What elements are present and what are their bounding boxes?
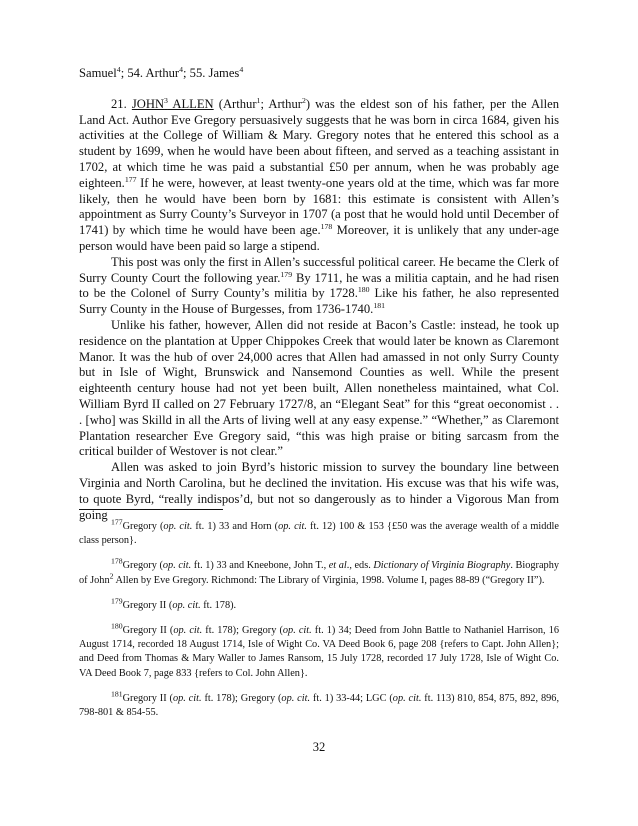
- text-run: ; 55. James: [183, 66, 240, 80]
- text-run: ft. 178); Gregory (: [202, 625, 283, 637]
- footnote-number: 178: [111, 556, 123, 566]
- text-run: Gregory II (: [122, 599, 173, 611]
- text-run: ; Arthur: [260, 96, 302, 111]
- entry-number: 21.: [111, 96, 132, 111]
- footnote-number: 177: [111, 517, 123, 527]
- text-run: Allen by Eve Gregory. Richmond: The Library of Virginia, 1998. Volume I, pages 88-89 (“Gregory II”).: [113, 574, 545, 586]
- italic-run: op. cit.: [392, 692, 422, 704]
- text-run: ft. 178).: [200, 599, 237, 611]
- text-run: ., eds.: [346, 560, 374, 572]
- text-run: Gregory II (: [122, 625, 174, 637]
- footnote-180: [79, 621, 560, 681]
- footnote-ref-180[interactable]: 180: [357, 285, 370, 295]
- generation-superscript: 1: [256, 95, 261, 105]
- footnote-number: 180: [111, 621, 123, 631]
- body-text: [79, 66, 559, 523]
- text-run: (Arthur: [213, 96, 257, 111]
- text-run: Like his father, he also represented Surry County in the House of Burgesses, from 1736-1740.: [79, 286, 559, 317]
- italic-run: Dictionary of Virginia Biography: [373, 560, 511, 572]
- italic-run: op. cit.: [172, 692, 202, 704]
- text-run: ft. 113) 810, 854, 875, 892, 896, 798-801 & 854-55.: [79, 692, 560, 719]
- footnote-ref-179[interactable]: 179: [280, 269, 293, 279]
- genealogy-list-continuation: [79, 66, 559, 82]
- text-run: ft. 1) 33 and Horn (: [192, 521, 279, 532]
- text-run: If he were, however, at least twenty-one years old at the time, which was far more likely, then he would have been born by 1681: this estimate is consistent with Allen’s appointment as Surry County’s Surveyor in 1707 (a post that he would hold until December of 1741) by which time he would have been age.: [79, 175, 559, 238]
- footnote-separator: [79, 509, 223, 510]
- text-run: ft. 1) 33-44; LGC (: [310, 692, 393, 704]
- footnote-number: 179: [111, 596, 123, 606]
- footnote-178: [79, 556, 559, 587]
- text-run: ft. 12) 100 & 153 {£50 was the average wealth of a middle class person}.: [79, 521, 559, 547]
- text-run: ft. 178); Gregory (: [201, 692, 282, 704]
- footnotes: [79, 517, 560, 720]
- generation-superscript: 4: [116, 64, 121, 74]
- page-number: 32: [312, 740, 326, 754]
- text-run: Samuel: [79, 66, 117, 80]
- footnote-ref-177[interactable]: 177: [124, 174, 137, 184]
- generation-superscript: 4: [179, 64, 184, 74]
- text-run: ; 54. Arthur: [120, 66, 180, 80]
- entry-name: [132, 97, 214, 111]
- italic-run: et al: [328, 560, 347, 572]
- text-run: ft. 1) 34; Deed from John Battle to Nathaniel Harrison, 16 August 1714, recorded 18 August 1714, Isle of Wight Co. VA Deed Book 6, page 208 {refers to Capt. John Allen}; and Deed from Thomas & Mary Waller to James Ransom, 15 July 1728, recorded 17 July 1728, Isle of Wight Co. VA Deed Book 7, page 833 {refers to Col. John Allen}.: [79, 625, 560, 679]
- paragraph-political-career: [79, 255, 559, 318]
- italic-run: op. cit.: [173, 625, 203, 637]
- italic-run: op. cit.: [278, 521, 307, 532]
- paragraph-john-allen: [79, 97, 559, 255]
- italic-run: op. cit.: [163, 521, 193, 532]
- text-run: Gregory (: [122, 521, 164, 532]
- text-run: ft. 1) 33 and Kneebone, John T.,: [191, 560, 329, 572]
- italic-run: op. cit.: [162, 560, 192, 572]
- entry-name-first: JOHN: [131, 96, 165, 111]
- footnote-179: [79, 596, 559, 613]
- footnote-177: [79, 517, 559, 548]
- italic-run: op. cit.: [281, 692, 311, 704]
- paragraph-boundary-mission: Allen was asked to join Byrd’s historic mission to survey the boundary line between Virginia and North Carolina, but he declined the invitation. His excuse was that his wife was, to quote Byrd, “really indispos’d, but not so dangerously as to hinder a Vigorous Man from going: [79, 460, 559, 522]
- text-run: Gregory II (: [122, 692, 173, 704]
- text-run: Gregory (: [122, 560, 163, 572]
- italic-run: op. cit.: [172, 599, 201, 611]
- text-run: . Biography of John: [79, 560, 559, 586]
- text-run: By 1711, he was a militia captain, and he had risen to be the Colonel of Surry County’s militia by 1728.: [79, 270, 560, 301]
- footnote-ref-181[interactable]: 181: [373, 300, 386, 310]
- generation-superscript: 4: [239, 64, 244, 74]
- footnote-181: [79, 689, 560, 720]
- entry-name-last: ALLEN: [167, 96, 214, 111]
- footnote-number: 181: [111, 689, 123, 699]
- footnote-ref-178[interactable]: 178: [320, 221, 333, 231]
- text-run: ) was the eldest son of his father, per the Allen Land Act. Author Eve Gregory persuasively suggests that he was born in circa 1684, given his activities at the College of William & Mary. Gregory notes that he entered this school as a student by 1699, when he would have been about fifteen, and served as a teaching assistant in 1702, at which time he was paid a substantial £50 per annum, when he was probably age eighteen.: [79, 96, 559, 190]
- paragraph-claremont-manor: Unlike his father, however, Allen did not reside at Bacon’s Castle: instead, he took up residence on the plantation at Upper Chippokes Creek that would later be known as Claremont Manor. It was the hub of over 24,000 acres that Allen had amassed in not only Surry County but in Isle of Wight, Brunswick and Nansemond Counties as well. While the present eighteenth century house had not yet been built, Allen nonetheless maintained, what Col. William Byrd II called on 27 February 1727/8, an “Elegant Seat” for this “great oeconomist . . . [who] was Skilld in all the Arts of living well at any easy expense.” “Whether,” as Claremont Plantation researcher Eve Gregory said, “this was high praise or biting sarcasm from the critical builder of Westover is not clear.”: [79, 317, 559, 459]
- italic-run: op. cit.: [282, 625, 312, 637]
- text-run: This post was only the first in Allen’s successful political career. He became the Clerk of Surry County Court the following year.: [79, 254, 559, 285]
- generation-superscript: 2: [109, 571, 114, 581]
- generation-superscript: 3: [164, 95, 168, 105]
- generation-superscript: 2: [301, 95, 306, 105]
- text-run: Moreover, it is unlikely that any under-age person would have been paid so large a stipend.: [79, 223, 559, 253]
